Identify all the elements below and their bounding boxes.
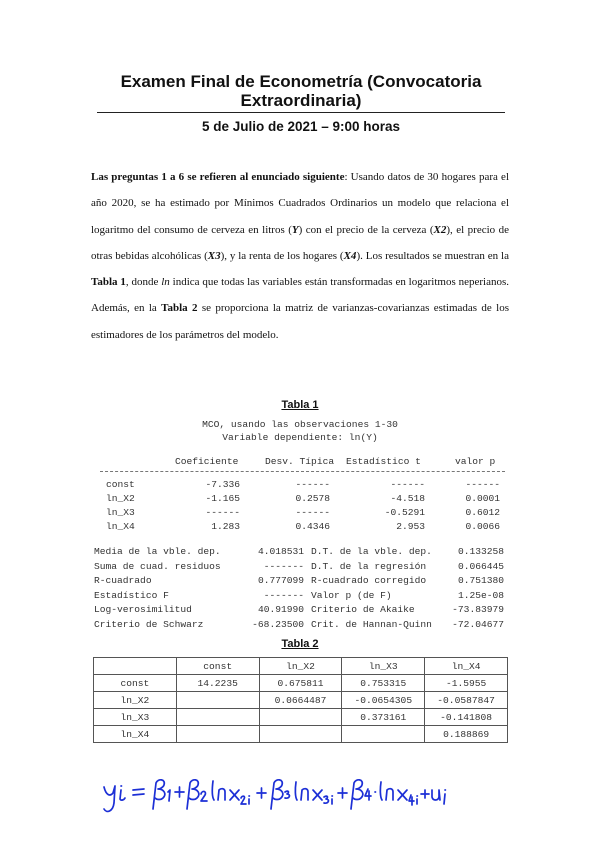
table-cell: 0.188869	[425, 726, 508, 743]
ln-word: ln	[161, 276, 170, 289]
table-cell: 14.2235	[176, 675, 259, 692]
stat-label: Criterio de Schwarz	[94, 618, 204, 630]
cell-t: 2.953	[396, 521, 425, 532]
tabla1-ref: Tabla 1	[91, 276, 126, 289]
exam-date: 5 de Julio de 2021 – 9:00 horas	[201, 119, 401, 134]
row-name: ln_X4	[106, 521, 135, 532]
cell-coef: 1.283	[211, 521, 240, 532]
var-x4: X4	[343, 249, 357, 262]
stat-value: -------	[263, 560, 304, 572]
cell-t: ------	[390, 479, 425, 490]
exam-title	[95, 72, 507, 110]
table-header-row	[94, 658, 508, 675]
stats-row	[94, 603, 506, 618]
stat-value: -73.83979	[452, 604, 504, 616]
table-row	[100, 492, 510, 506]
table-row	[100, 506, 510, 520]
table-cell: -0.0587847	[425, 692, 508, 709]
stats-row	[94, 589, 506, 604]
stat-label: Log-verosimilitud	[94, 604, 192, 616]
cell-p: 0.0001	[465, 493, 500, 504]
var-y: Y	[291, 223, 299, 236]
row-name: ln_X2	[106, 493, 135, 504]
stat-value: 0.751380	[457, 575, 504, 587]
tabla1-body	[100, 478, 510, 534]
title-rule	[97, 112, 505, 113]
handwriting-ink	[104, 780, 445, 812]
table-cell	[176, 726, 259, 743]
stat-label: R-cuadrado	[94, 575, 152, 587]
tabla1-line1: MCO, usando las observaciones 1-30	[202, 419, 398, 430]
col-coeficiente: Coeficiente	[175, 456, 239, 467]
table-cell: 0.753315	[342, 675, 425, 692]
table-cell	[176, 692, 259, 709]
row-label: ln_X4	[94, 726, 177, 743]
table-row	[94, 709, 508, 726]
tabla1-stats	[94, 545, 506, 633]
tabla2-table	[93, 657, 508, 743]
tabla1-dashed-rule	[100, 471, 505, 472]
table-cell: 0.675811	[259, 675, 342, 692]
stat-label: D.T. de la regresión	[311, 560, 427, 572]
intro-text-5: ). Los resultados se muestran en la	[356, 249, 509, 262]
header-cell: ln_X4	[425, 658, 508, 675]
cell-coef: -7.336	[205, 479, 240, 490]
table-cell: -1.5955	[425, 675, 508, 692]
stats-row	[94, 545, 506, 560]
tabla1-header-row	[100, 455, 510, 469]
table-cell	[259, 726, 342, 743]
stat-value: -------	[263, 589, 304, 601]
stats-row	[94, 618, 506, 633]
stat-label: D.T. de la vble. dep.	[311, 546, 432, 557]
intro-text-3: ), el precio de otras bebidas alcohólicas (	[91, 223, 509, 262]
table-cell	[259, 709, 342, 726]
intro-text-1: : Usando datos de 30 hogares para el año 2020, se ha estimado por Mínimos Cuadrados Ordinarios un modelo que relaciona el logaritmo del consumo de cerveza en litros (	[91, 171, 509, 236]
stat-value: 40.91990	[257, 604, 304, 616]
stat-value: 4.018531	[257, 546, 304, 557]
stat-label: R-cuadrado corregido	[311, 575, 427, 587]
cell-p: 0.6012	[465, 507, 500, 518]
row-name: const	[106, 479, 135, 490]
table-cell: 0.0664487	[259, 692, 342, 709]
row-label: ln_X2	[94, 692, 177, 709]
table-row	[100, 520, 510, 534]
intro-text-8: se proporciona la matriz de varianzas-covarianzas estimadas de los estimadores de los parámetros del modelo.	[91, 302, 509, 341]
stat-value: 0.133258	[457, 546, 504, 557]
table-cell: -0.141808	[425, 709, 508, 726]
stat-label: Valor p (de F)	[311, 589, 392, 601]
table-row	[94, 692, 508, 709]
cell-se: 0.4346	[295, 521, 330, 532]
table-cell: -0.0654305	[342, 692, 425, 709]
tabla2-ref: Tabla 2	[161, 302, 198, 315]
table-row	[94, 675, 508, 692]
cell-t: -4.518	[390, 493, 425, 504]
stat-label: Suma de cuad. residuos	[94, 560, 221, 572]
cell-se: ------	[295, 507, 330, 518]
intro-paragraph	[91, 164, 509, 348]
header-cell: ln_X3	[342, 658, 425, 675]
cell-se: ------	[295, 479, 330, 490]
title-line-2: Extraordinaria)	[240, 91, 362, 110]
row-label: const	[94, 675, 177, 692]
stat-value: 0.066445	[457, 560, 504, 572]
intro-text-4: ), y la renta de los hogares (	[220, 249, 344, 262]
row-label: ln_X3	[94, 709, 177, 726]
stat-label: Estadístico F	[94, 589, 169, 601]
tabla1-line2: Variable dependiente: ln(Y)	[222, 432, 378, 443]
col-valor-p: valor p	[455, 456, 496, 467]
intro-bold-lead: Las preguntas 1 a 6 se refieren al enunciado siguiente	[91, 171, 345, 183]
cell-p: ------	[465, 479, 500, 490]
stat-value: 0.777099	[257, 575, 304, 587]
header-cell: const	[176, 658, 259, 675]
table-cell	[176, 709, 259, 726]
header-cell: ln_X2	[259, 658, 342, 675]
stat-value: -72.04677	[452, 618, 504, 630]
header-cell	[94, 658, 177, 675]
col-desv-tipica: Desv. Típica	[265, 456, 335, 467]
handwritten-formula	[100, 775, 460, 820]
tabla2-caption: Tabla 2	[281, 638, 319, 650]
cell-se: 0.2578	[295, 493, 330, 504]
var-x3: X3	[207, 249, 221, 262]
tabla1-caption: Tabla 1	[281, 399, 319, 411]
stat-label: Criterio de Akaike	[311, 604, 415, 616]
var-x2: X2	[433, 223, 447, 236]
stat-label: Media de la vble. dep.	[94, 546, 221, 557]
table-cell: 0.373161	[342, 709, 425, 726]
col-estadistico-t: Estadístico t	[346, 456, 421, 467]
title-line-1: Examen Final de Econometría (Convocatoria	[120, 72, 482, 91]
intro-text-7: indica que todas las variables están transformadas en logaritmos neperianos. Además, en la	[91, 276, 509, 315]
intro-text-2: ) con el precio de la cerveza (	[298, 223, 434, 236]
stats-row	[94, 560, 506, 575]
intro-text-6: , donde	[125, 276, 162, 289]
table-row	[100, 478, 510, 492]
cell-t: -0.5291	[384, 507, 425, 518]
cell-p: 0.0066	[465, 521, 500, 532]
stat-value: 1.25e-08	[457, 589, 504, 601]
cell-coef: ------	[205, 507, 240, 518]
row-name: ln_X3	[106, 507, 135, 518]
stat-value: -68.23500	[252, 618, 304, 630]
stats-row	[94, 574, 506, 589]
table-row	[94, 726, 508, 743]
table-cell	[342, 726, 425, 743]
cell-coef: -1.165	[205, 493, 240, 504]
stat-label: Crit. de Hannan-Quinn	[311, 618, 432, 630]
